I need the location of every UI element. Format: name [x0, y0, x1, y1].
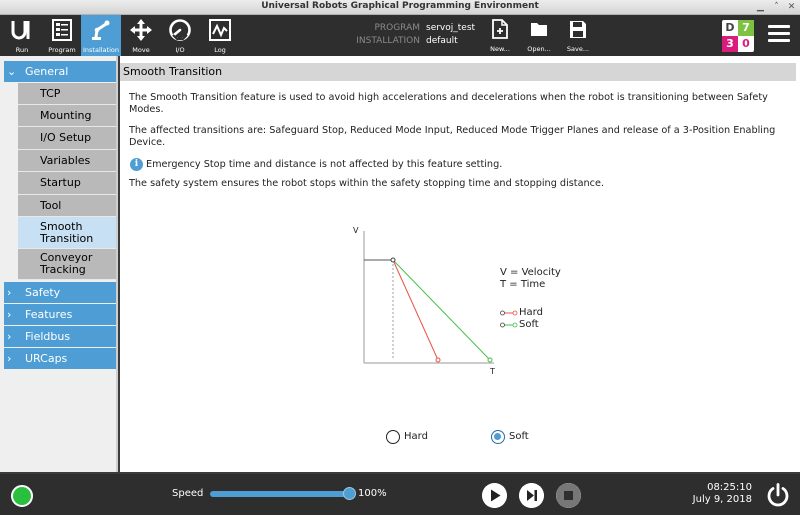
file-button-label: Save...	[566, 45, 590, 53]
sidebar-section-safety[interactable]	[4, 282, 116, 303]
sidebar-item-smooth-transition[interactable]	[18, 217, 116, 249]
nav-program-button[interactable]	[42, 15, 82, 56]
save-file-button[interactable]	[560, 15, 596, 56]
nav-installation-button[interactable]	[81, 15, 121, 56]
nav-log-button[interactable]	[200, 15, 240, 56]
speed-slider-track[interactable]	[210, 491, 350, 497]
sidebar-section-label: Fieldbus	[25, 330, 71, 343]
chevron-right-icon: ›	[7, 286, 12, 299]
close-icon[interactable]: ✕	[787, 2, 796, 12]
start-point	[391, 258, 395, 262]
info-note: Emergency Stop time and distance is not affected by this feature setting.	[146, 159, 503, 170]
speed-label: Speed	[172, 488, 204, 499]
velocity-diagram	[348, 221, 548, 381]
sidebar	[0, 56, 118, 472]
mode-indicator[interactable]	[722, 20, 754, 52]
legend-soft: Soft	[519, 319, 539, 330]
nav-label: Run	[15, 46, 29, 54]
content-panel	[120, 56, 800, 472]
mode-three: 3	[722, 36, 738, 52]
menu-icon[interactable]	[766, 21, 792, 47]
ur-logo-icon	[10, 18, 34, 42]
sidebar-item-label: Startup	[40, 176, 81, 189]
sidebar-item-label: TCP	[40, 86, 61, 100]
robot-arm-icon	[89, 18, 113, 42]
sidebar-section-label: General	[25, 65, 69, 78]
robot-power-status-button[interactable]	[11, 485, 33, 507]
sidebar-item-label: I/O Setup	[40, 131, 92, 144]
nav-label: Move	[132, 46, 150, 54]
sidebar-item-io-setup[interactable]	[18, 127, 116, 150]
sidebar-item-variables[interactable]	[18, 150, 116, 172]
sidebar-item-label: Mounting	[40, 108, 92, 122]
sidebar-item-conveyor-tracking[interactable]	[18, 249, 116, 280]
folder-icon	[530, 19, 548, 39]
move-arrows-icon	[129, 18, 153, 42]
sidebar-item-label: Variables	[40, 153, 91, 167]
stop-button[interactable]	[556, 483, 581, 508]
speed-slider-handle[interactable]	[343, 487, 356, 500]
footer-bar	[0, 474, 800, 515]
file-button-label: Open...	[527, 45, 551, 53]
description-paragraph: The Smooth Transition feature is used to avoid high accelerations and decelerations when the robot is transitioning between Safety Modes.	[129, 92, 768, 115]
title-bar	[0, 0, 800, 15]
sidebar-section-fieldbus[interactable]	[4, 326, 116, 347]
sidebar-item-tool[interactable]	[18, 195, 116, 217]
stop-icon	[564, 491, 573, 500]
hard-radio[interactable]	[386, 430, 400, 444]
play-button[interactable]	[482, 483, 507, 508]
chevron-right-icon: ›	[7, 330, 12, 343]
log-chart-icon	[208, 18, 232, 42]
content-header	[120, 63, 796, 81]
legend-hard-marker	[500, 309, 518, 317]
clock-time: 08:25:10	[707, 482, 752, 493]
smooth-label-line1: Smooth	[40, 219, 83, 233]
mode-seven: 7	[738, 20, 754, 36]
maximize-icon[interactable]: ˄	[774, 2, 779, 12]
chevron-right-icon: ›	[7, 308, 12, 321]
speed-value: 100%	[358, 488, 387, 499]
shutdown-icon[interactable]	[765, 482, 791, 508]
nav-label: Log	[214, 46, 226, 54]
file-button-label: New...	[490, 45, 510, 53]
hard-curve	[393, 260, 438, 360]
sidebar-section-features[interactable]	[4, 304, 116, 325]
clock-date: July 9, 2018	[692, 494, 752, 505]
window-title: Universal Robots Graphical Programming Environment	[261, 1, 539, 11]
sidebar-item-tcp[interactable]	[18, 83, 116, 105]
hard-radio-label[interactable]: Hard	[404, 431, 428, 442]
sidebar-item-startup[interactable]	[18, 172, 116, 195]
sidebar-section-urcaps[interactable]	[4, 348, 116, 369]
conveyor-label-line1: Conveyor	[40, 251, 93, 264]
page-title: Smooth Transition	[123, 65, 223, 78]
nav-label: I/O	[175, 46, 185, 54]
sidebar-item-label	[40, 252, 92, 276]
nav-io-button[interactable]	[160, 15, 200, 56]
nav-label: Program	[48, 46, 76, 54]
affected-transitions-paragraph: The affected transitions are: Safeguard Stop, Reduced Mode Input, Reduced Mode Trigger Planes and release of a 3-Position Enabling Device.	[129, 125, 776, 148]
sidebar-item-label	[40, 221, 93, 245]
t-axis-label: T	[490, 367, 495, 376]
chevron-right-icon: ›	[7, 352, 12, 365]
installation-value: default	[426, 36, 458, 46]
nav-run-button[interactable]	[2, 15, 42, 56]
smooth-label-line2: Transition	[40, 231, 94, 245]
minimize-icon[interactable]: ▁	[757, 2, 764, 12]
safety-paragraph: The safety system ensures the robot stops within the safety stopping time and stopping distance.	[129, 178, 605, 189]
conveyor-label-line2: Tracking	[40, 263, 86, 276]
legend-hard: Hard	[519, 307, 543, 318]
program-icon	[50, 18, 74, 42]
mode-d: D	[725, 21, 735, 34]
sidebar-section-label: URCaps	[25, 352, 68, 365]
mode-zero: 0	[742, 37, 750, 50]
chevron-down-icon: ⌄	[7, 65, 17, 78]
legend-velocity: V = Velocity	[500, 267, 561, 278]
legend-time: T = Time	[500, 279, 546, 290]
v-axis-label: V	[353, 226, 359, 235]
sidebar-section-general[interactable]	[4, 61, 116, 82]
program-value: servoj_test	[426, 23, 476, 33]
nav-move-button[interactable]	[121, 15, 161, 56]
soft-radio-label[interactable]: Soft	[509, 431, 529, 442]
soft-end-point	[488, 358, 492, 362]
new-file-icon	[491, 19, 509, 39]
open-file-button[interactable]	[521, 15, 557, 56]
sidebar-item-mounting[interactable]	[18, 105, 116, 127]
step-button[interactable]	[519, 483, 544, 508]
program-key: PROGRAM	[374, 23, 420, 33]
hard-end-point	[436, 358, 440, 362]
sidebar-item-label: Tool	[40, 198, 62, 212]
installation-key: INSTALLATION	[356, 36, 420, 46]
top-bar	[0, 15, 800, 56]
info-icon: i	[130, 158, 143, 171]
nav-label: Installation	[82, 46, 119, 54]
soft-curve	[393, 260, 490, 360]
new-file-button[interactable]	[482, 15, 518, 56]
sidebar-section-label: Safety	[25, 286, 61, 299]
floppy-disk-icon	[569, 19, 587, 39]
clock	[670, 482, 752, 506]
legend-soft-marker	[500, 321, 518, 329]
sidebar-section-label: Features	[25, 308, 73, 321]
soft-radio[interactable]	[491, 430, 505, 444]
io-gauge-icon	[168, 18, 192, 42]
